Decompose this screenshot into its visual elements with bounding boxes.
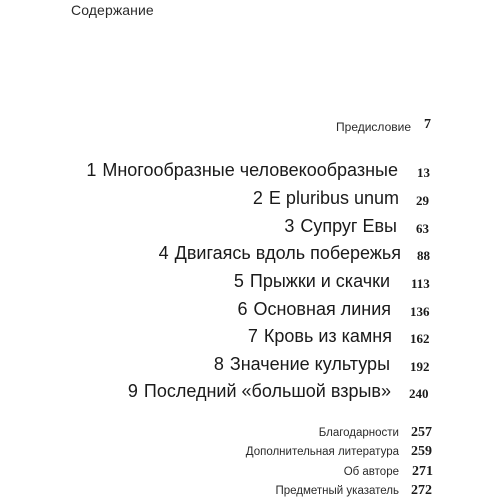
toc-chapter-6[interactable] (0, 299, 500, 323)
toc-chapter-7[interactable] (0, 326, 500, 350)
page-title: Содержание (71, 2, 154, 18)
chapter-title-text: Супруг Евы (300, 216, 397, 236)
toc-chapter-9[interactable] (0, 381, 500, 405)
chapter-title (234, 271, 390, 292)
preface-page-number: 7 (424, 117, 431, 132)
chapter-title-text: E pluribus unum (268, 188, 399, 208)
chapter-number: 4 (158, 243, 169, 263)
chapter-title (86, 160, 398, 181)
chapter-page-number: 162 (410, 331, 430, 346)
toc-chapter-4[interactable] (0, 243, 500, 267)
chapter-title-text: Многообразные человекообразные (102, 160, 398, 180)
toc-chapter-2[interactable] (0, 188, 500, 212)
back-matter-page-number: 257 (411, 425, 432, 440)
chapter-number: 8 (213, 354, 224, 374)
back-matter-page-number: 259 (411, 444, 432, 459)
chapter-title-text: Двигаясь вдоль побережья (174, 243, 401, 263)
toc-chapter-5[interactable] (0, 271, 500, 295)
back-matter-label: Об авторе (343, 466, 399, 478)
toc-back-further-reading[interactable] (0, 444, 500, 462)
chapter-number: 3 (284, 216, 295, 236)
toc-back-about-author[interactable] (0, 464, 500, 482)
chapter-page-number: 192 (410, 359, 430, 374)
chapter-page-number: 13 (417, 165, 430, 180)
chapter-number: 6 (237, 299, 248, 319)
chapter-title-text: Кровь из камня (263, 326, 392, 346)
back-matter-label: Благодарности (318, 427, 399, 439)
chapter-page-number: 136 (410, 304, 430, 319)
chapter-title-text: Последний «большой взрыв» (143, 381, 391, 401)
chapter-page-number: 63 (416, 221, 429, 236)
toc-chapter-1[interactable] (0, 160, 500, 184)
chapter-title (284, 216, 397, 237)
chapter-page-number: 113 (411, 276, 430, 291)
toc-back-index[interactable] (0, 483, 500, 500)
chapter-title-text: Основная линия (253, 299, 391, 319)
chapter-page-number: 240 (409, 386, 429, 401)
chapter-number: 9 (127, 381, 138, 401)
back-matter-page-number: 271 (412, 464, 433, 479)
chapter-title-text: Прыжки и скачки (249, 271, 390, 291)
back-matter-label: Дополнительная литература (245, 446, 399, 458)
toc-chapter-3[interactable] (0, 216, 500, 240)
toc-preface-entry[interactable] (0, 117, 500, 137)
chapter-title (214, 354, 390, 375)
chapter-page-number: 29 (416, 193, 429, 208)
chapter-number: 5 (233, 271, 244, 291)
back-matter-label: Предметный указатель (275, 485, 399, 497)
chapter-number: 1 (86, 160, 97, 180)
toc-chapter-8[interactable] (0, 354, 500, 378)
chapter-title-text: Значение культуры (229, 354, 390, 374)
chapter-title (159, 243, 401, 264)
back-matter-page-number: 272 (411, 483, 432, 498)
chapter-number: 2 (252, 188, 263, 208)
toc-back-acknowledgements[interactable] (0, 425, 500, 443)
chapter-page-number: 88 (417, 248, 430, 263)
chapter-title (248, 326, 392, 347)
chapter-title (128, 381, 391, 402)
chapter-number: 7 (247, 326, 258, 346)
chapter-title (237, 299, 391, 320)
chapter-title (253, 188, 399, 209)
preface-label: Предисловие (336, 120, 411, 134)
